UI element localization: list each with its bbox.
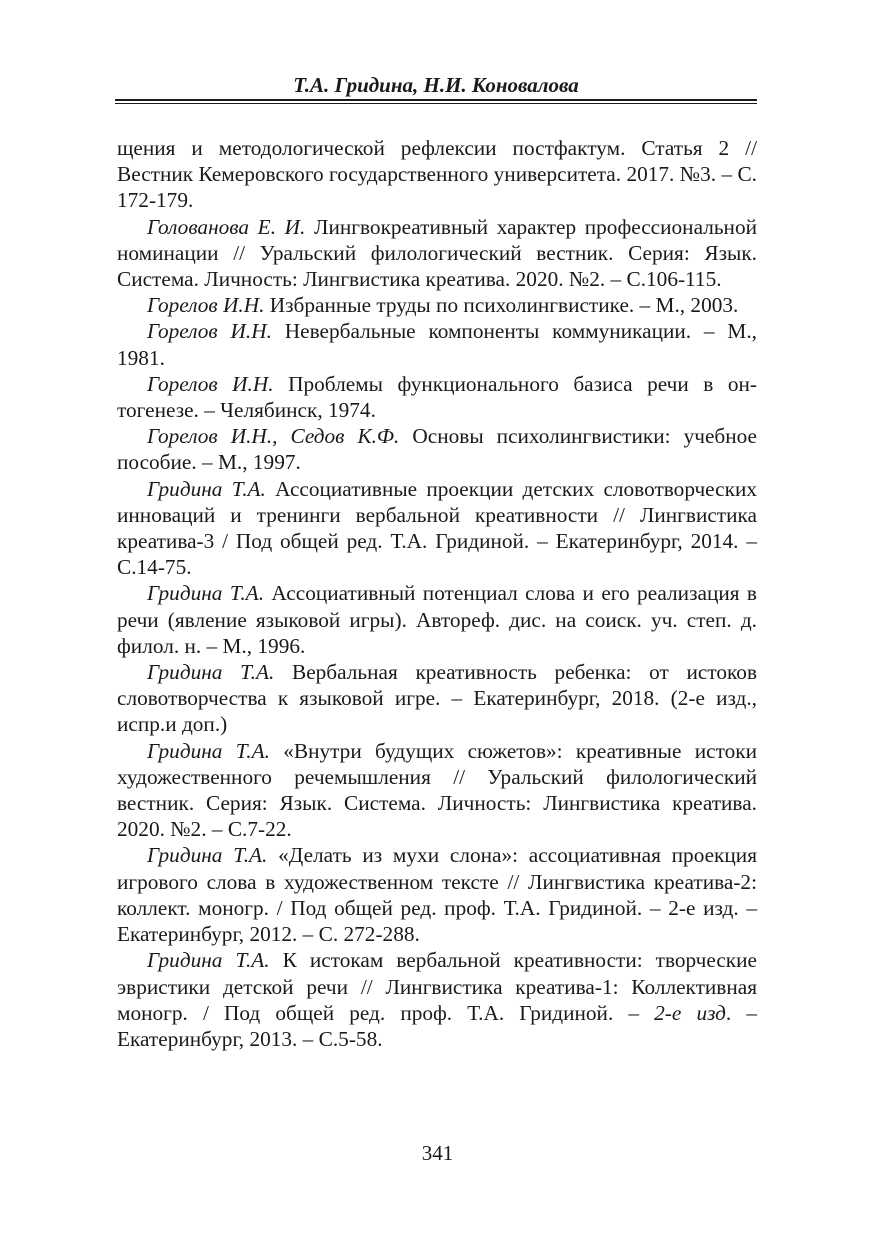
continuation-entry: щения и методологической рефлексии постфактум. Статья 2 // Вестник Кемеровского государственного университета. 2017. №3. – С. 172-179.	[117, 136, 757, 213]
entry-author: Гридина Т.А.	[147, 476, 266, 501]
bibliography-entry	[117, 292, 757, 318]
entry-text: Невербальные компоненты коммуникации. – М., 1981.	[117, 319, 757, 370]
running-header: Т.А. Гридина, Н.И. Коновалова	[293, 73, 579, 97]
bibliography-entry	[117, 842, 757, 947]
header-rule-thick	[115, 99, 757, 101]
entry-author: Горелов И.Н.	[147, 293, 265, 318]
entry-author: Гридина Т.А.	[147, 581, 265, 606]
bibliography-entry	[117, 423, 757, 475]
entry-text: Вербальная креативность ребенка: от истоков словотворчества к языковой игре. – Екатеринбург, 2018. (2-е изд., испр.и доп.)	[117, 660, 757, 737]
entry-author: Горелов И.Н.	[147, 319, 272, 344]
bibliography-entry	[117, 371, 757, 423]
entry-author: Гридина Т.А.	[147, 843, 268, 868]
bibliography-entry	[117, 738, 757, 843]
entry-author: Горелов И.Н.	[147, 371, 274, 396]
bibliography	[117, 135, 757, 1052]
entry-text: Основы психолингвистики: учебное пособие. – М., 1997.	[117, 424, 757, 475]
header-rule-thin	[115, 103, 757, 104]
entry-text: Ассоциативный потенциал слова и его реализация в речи (явление языковой игры). Автореф. дис. на соиск. уч. степ. д. филол. н. – М., 1996.	[117, 581, 757, 658]
entry-author: Гридина Т.А.	[147, 660, 275, 685]
bibliography-entry	[117, 318, 757, 370]
entry-text: «Делать из мухи слона»: ассоциативная проекция игрового слова в художественном тексте // Лингвистика креатива-2: коллект. моногр. / Под общей ред. проф. Т.А. Гридиной. – 2-е изд. – Екатеринбург, 2012. – С. 272-288.	[117, 843, 757, 947]
bibliography-entry	[117, 214, 757, 293]
entry-text: Ассоциативные проекции детских словотворческих инноваций и тренинги вербальной креативности // Лингвистика креатива-3 / Под общей ред. Т.А. Гридиной. – Екатеринбург, 2014. – С.14-75.	[117, 476, 757, 580]
entry-text-end: . – Екатеринбург, 2013. – С.5-58.	[117, 1000, 758, 1051]
entry-text: Избранные труды по психолингвистике. – М., 2003.	[264, 293, 739, 318]
bibliography-entry	[117, 476, 757, 581]
entry-author: Горелов И.Н., Седов К.Ф.	[147, 424, 400, 449]
bibliography-entry	[117, 947, 757, 1052]
entry-text: К истокам вербальной креативности: творческие эвристики детской речи // Лингвистика креатива-1: Коллективная моногр. / Под общей ред. проф. Т.А. Гридиной. –	[117, 948, 757, 1025]
bibliography-entry	[117, 580, 757, 659]
entry-author: Гридина Т.А.	[147, 948, 270, 973]
entry-text: Проблемы функционального базиса речи в онтогенезе. – Челябинск, 1974.	[117, 371, 758, 423]
entry-text: Лингвокреативный характер профессиональной номинации // Уральский филологический вестник. Серия: Язык. Система. Личность: Лингвистика креатива. 2020. №2. – С.106-115.	[117, 214, 757, 292]
entry-text: «Внутри будущих сюжетов»: креативные истоки художественного речемышления // Уральский филологический вестник. Серия: Язык. Система. Личность: Лингвистика креатива. 2020. №2. – С.7-22.	[117, 738, 757, 842]
bibliography-entry	[117, 659, 757, 738]
page-number: 341	[421, 1141, 454, 1165]
entry-italic-edition: 2-е изд	[654, 1000, 726, 1025]
entry-author: Голованова Е. И.	[147, 214, 306, 239]
entry-author: Гридина Т.А.	[147, 738, 270, 763]
